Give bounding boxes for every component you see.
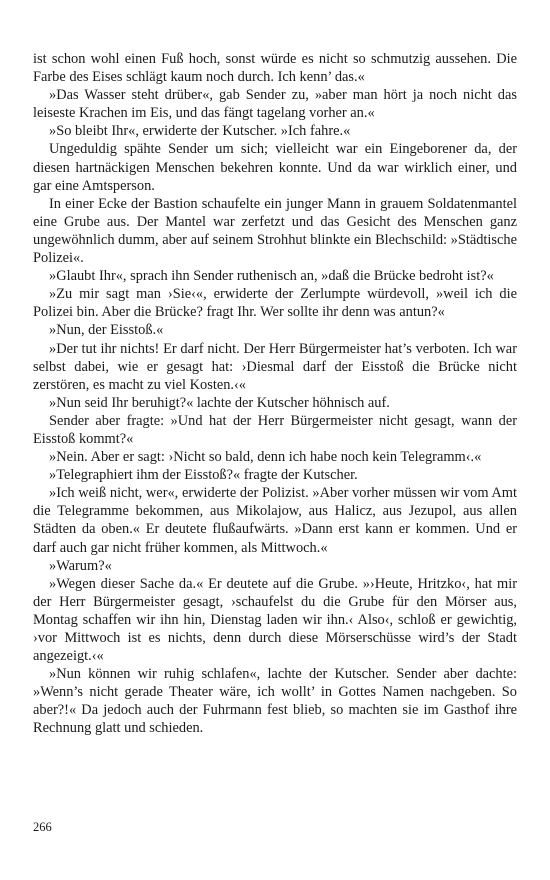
- paragraph-9: »Der tut ihr nichts! Er darf nicht. Der Herr Bürgermeister hat’s verboten. Ich war selbst dabei, wie er gesagt hat: ›Diesmal darf der Eisstoß die Brücke nicht zerstören, es macht zu viel Kosten.‹«: [33, 340, 517, 393]
- paragraph-5: In einer Ecke der Bastion schaufelte ein junger Mann in grauem Soldatenmantel eine Grube aus. Der Mantel war zerfetzt und das Gesicht des Menschen ganz ungewöhnlich dumm, aber auf seinem Strohhut blinkte ein Blechschild: »Städtische Polizei«.: [33, 195, 517, 267]
- paragraph-7: »Zu mir sagt man ›Sie‹«, erwiderte der Zerlumpte würdevoll, »weil ich die Polizei bin. Aber die Brücke? fragt Ihr. Wer sollte ihr denn was antun?«: [33, 286, 517, 321]
- paragraph-16: »Wegen dieser Sache da.« Er deutete auf die Grube. »›Heute, Hritzko‹, hat mir der Herr Bürgermeister gesagt, ›schaufelst du die Grube für den Mörser aus, Montag schaffen wir ihn hin, Dienstag laden wir ihn.‹ Also‹, schloß er gewichtig, ›vor Mittwoch ist es nichts, denn durch diese Mörserschüsse wird’s der Stadt angezeigt.‹«: [33, 575, 517, 665]
- paragraph-15: »Warum?«: [49, 557, 112, 574]
- paragraph-8: »Nun, der Eisstoß.«: [49, 322, 164, 339]
- paragraph-11: Sender aber fragte: »Und hat der Herr Bürgermeister nicht gesagt, wann der Eisstoß kommt?«: [33, 412, 517, 447]
- paragraph-6: »Glaubt Ihr«, sprach ihn Sender ruthenisch an, »daß die Brücke bedroht ist?«: [49, 268, 494, 285]
- paragraph-1: ist schon wohl einen Fuß hoch, sonst würde es nicht so schmutzig aussehen. Die Farbe des Eises schlägt kaum noch durch. Ich kenn’ das.«: [33, 51, 517, 86]
- paragraph-4: Ungeduldig spähte Sender um sich; vielleicht war ein Eingeborener da, der diesen hartnäckigen Menschen bekehren konnte. Und da war wirklich einer, und gar eine Amtsperson.: [33, 141, 517, 194]
- page-number: 266: [33, 820, 52, 834]
- paragraph-13: »Telegraphiert ihm der Eisstoß?« fragte der Kutscher.: [49, 467, 358, 484]
- paragraph-2: »Das Wasser steht drüber«, gab Sender zu, »aber man hört ja noch nicht das leiseste Krachen im Eis, und das fängt tagelang vorher an.«: [33, 87, 517, 122]
- paragraph-3: »So bleibt Ihr«, erwiderte der Kutscher. »Ich fahre.«: [49, 123, 351, 140]
- paragraph-10: »Nun seid Ihr beruhigt?« lachte der Kutscher höhnisch auf.: [49, 394, 390, 411]
- paragraph-14: »Ich weiß nicht, wer«, erwiderte der Polizist. »Aber vorher müssen wir vom Amt die Telegramme bekommen, aus Mikolajow, aus Halicz, aus Jezupol, aus allen Städten da oben.« Er deutete flußaufwärts. »Dann erst kann er kommen. Und er darf auch gar nicht früher kommen, als Mittwoch.«: [33, 485, 517, 556]
- paragraph-12: »Nein. Aber er sagt: ›Nicht so bald, denn ich habe noch kein Telegramm‹.«: [49, 449, 482, 466]
- paragraph-17: »Nun können wir ruhig schlafen«, lachte der Kutscher. Sender aber dachte: »Wenn’s nicht gerade Theater wäre, ich wollt’ in Gottes Namen nachgeben. So aber?!« Da jedoch auch der Fuhrmann fest blieb, so machten sie im Gasthof ihre Rechnung glatt und schieden.: [33, 666, 517, 737]
- body-text: [33, 50, 517, 738]
